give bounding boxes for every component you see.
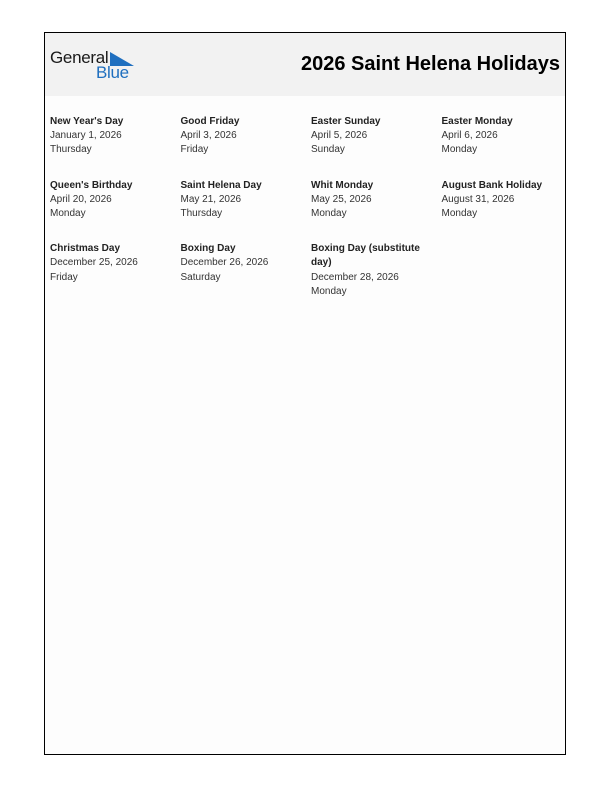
holiday-name: Whit Monday: [311, 179, 374, 191]
holiday-date: December 25, 2026: [50, 257, 138, 269]
holiday-date: April 6, 2026: [441, 130, 498, 142]
holiday-weekday: Thursday: [180, 208, 223, 220]
holiday-date: May 21, 2026: [180, 193, 242, 205]
holiday-name: Christmas Day: [50, 243, 121, 255]
holiday-date: April 3, 2026: [180, 130, 237, 142]
holiday-name: Queen's Birthday: [50, 179, 133, 191]
holiday-item: [181, 115, 312, 158]
page-title: 2026 Saint Helena Holidays: [300, 53, 560, 75]
holiday-item: [181, 179, 312, 222]
holiday-item: [311, 242, 442, 299]
holiday-item: [442, 115, 570, 158]
holiday-weekday: Friday: [180, 144, 209, 156]
calendar-page: [44, 32, 566, 755]
holiday-weekday: Monday: [441, 144, 478, 156]
holiday-name: Boxing Day: [180, 243, 236, 255]
holiday-weekday: Saturday: [180, 271, 221, 283]
holiday-name: Easter Monday: [441, 116, 513, 127]
holiday-name: Easter Sunday: [311, 116, 381, 127]
holiday-weekday: Monday: [311, 208, 347, 220]
holiday-weekday: Monday: [441, 208, 478, 220]
holiday-weekday: Monday: [311, 285, 347, 297]
holiday-weekday: Friday: [50, 271, 78, 283]
logo-text-blue: Blue: [96, 63, 129, 82]
holiday-item: [50, 242, 181, 299]
holiday-item: [181, 242, 312, 299]
holiday-date: January 1, 2026: [50, 130, 122, 142]
holiday-item: [311, 115, 442, 158]
holiday-item: [311, 179, 442, 222]
holiday-date: May 25, 2026: [311, 193, 372, 205]
holiday-weekday: Sunday: [311, 144, 345, 156]
holiday-name: New Year's Day: [50, 116, 124, 127]
holiday-item: [50, 179, 181, 222]
holiday-date: April 5, 2026: [311, 130, 368, 142]
holiday-weekday: Monday: [50, 208, 86, 220]
holiday-item: [442, 179, 570, 222]
holiday-date: August 31, 2026: [441, 193, 515, 205]
holiday-date: December 28, 2026: [311, 271, 399, 283]
page-header: [45, 33, 565, 96]
logo-text-general: General: [50, 48, 109, 67]
holiday-name: Boxing Day (substitute day): [311, 243, 420, 269]
holiday-grid: [50, 115, 570, 299]
holiday-name: Good Friday: [180, 116, 240, 127]
holiday-name: Saint Helena Day: [180, 179, 262, 191]
holiday-date: April 20, 2026: [50, 193, 112, 205]
holiday-date: December 26, 2026: [180, 257, 269, 269]
holiday-weekday: Thursday: [50, 144, 92, 156]
holiday-item: [50, 115, 181, 158]
holiday-name: August Bank Holiday: [441, 179, 543, 191]
